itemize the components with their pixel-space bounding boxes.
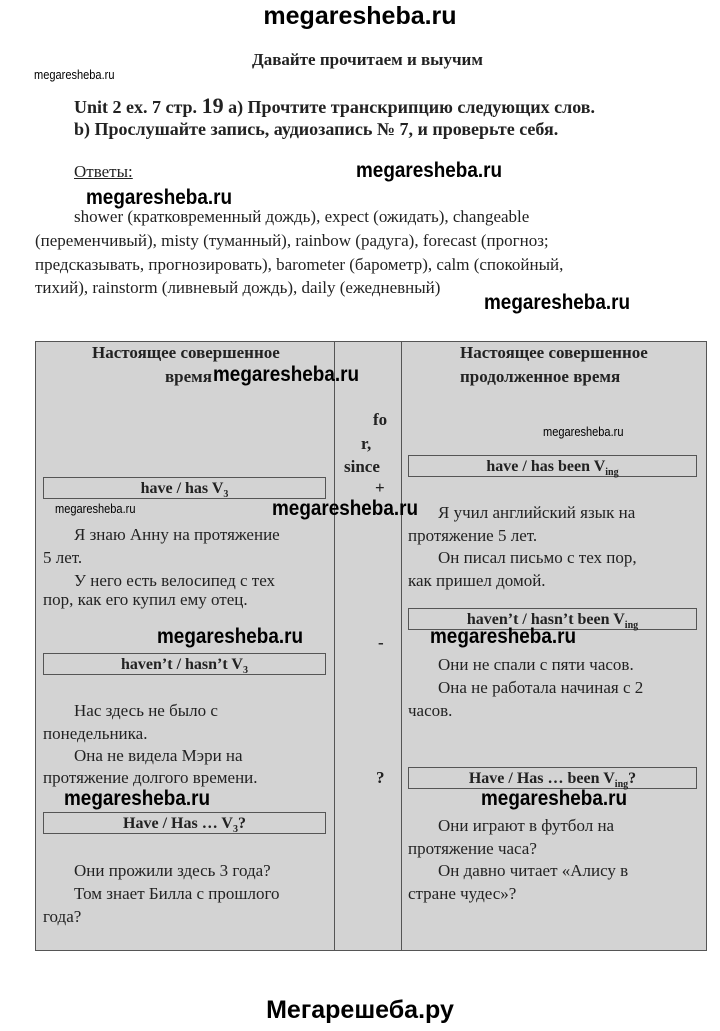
watermark: megaresheba.ru: [481, 787, 628, 810]
example: Они не спали с пяти часов.: [438, 655, 634, 674]
example: Я знаю Анну на протяжение: [74, 525, 280, 544]
right-header: продолженное время: [460, 367, 621, 386]
divider: [401, 341, 402, 951]
example: года?: [43, 907, 82, 926]
right-header: Настоящее совершенное: [460, 343, 648, 362]
example: У него есть велосипед с тех: [74, 571, 276, 590]
watermark: megaresheba.ru: [430, 625, 577, 648]
watermark: megaresheba.ru: [272, 497, 419, 520]
plus-sign: +: [375, 478, 385, 497]
middle-label: since: [344, 457, 380, 476]
watermark: megaresheba.ru: [55, 501, 136, 516]
example: часов.: [408, 701, 453, 720]
watermark: megaresheba.ru: [34, 67, 115, 82]
example: Нас здесь не было с: [74, 701, 218, 720]
task-line-1: [74, 93, 595, 119]
formula-box: haven’t / hasn’t $V_3$: [43, 653, 326, 675]
formula-box: haven’t / hasn’t been $V_{ing}$: [408, 608, 697, 630]
task-line-2: b) Прослушайте запись, аудиозапись № 7, и проверьте себя.: [74, 119, 559, 139]
formula-box: Have / Has … been $V_{ing}$?: [408, 767, 697, 789]
example: Они играют в футбол на: [438, 816, 615, 835]
watermark: megaresheba.ru: [213, 363, 360, 386]
watermark: megaresheba.ru: [484, 291, 631, 314]
example: Она не видела Мэри на: [74, 746, 243, 765]
middle-label: fo: [373, 410, 388, 429]
answer-line: shower (кратковременный дождь), expect (ожидать), changeable: [74, 207, 530, 226]
formula-box: Have / Has … $V_3$?: [43, 812, 326, 834]
example: Я учил английский язык на: [438, 503, 636, 522]
answer-line: предсказывать, прогнозировать), barometer (барометр), calm (спокойный,: [35, 255, 564, 274]
example: Он писал письмо с тех пор,: [438, 548, 637, 567]
example: как пришел домой.: [408, 571, 546, 590]
example: Том знает Билла с прошлого: [74, 884, 280, 903]
watermark: megaresheba.ru: [157, 625, 304, 648]
example: Они прожили здесь 3 года?: [74, 861, 271, 880]
example: понедельника.: [43, 724, 148, 743]
left-header: Настоящее совершенное: [92, 343, 280, 362]
task-prefix: Unit 2 ex. 7 стр.: [74, 97, 198, 117]
heading: Давайте прочитаем и выучим: [252, 50, 483, 69]
example: стране чудес»?: [408, 884, 517, 903]
task-suffix: a) Прочтите транскрипцию следующих слов.: [228, 97, 595, 117]
answer-line: (переменчивый), misty (туманный), rainbow (радуга), forecast (прогноз;: [35, 231, 549, 250]
formula-box: have / has $V_3$: [43, 477, 326, 499]
example: протяжение часа?: [408, 839, 537, 858]
footer: Мегарешеба.ру: [266, 996, 454, 1024]
example: 5 лет.: [43, 548, 83, 567]
watermark: megaresheba.ru: [64, 787, 211, 810]
example: протяжение долгого времени.: [43, 768, 258, 787]
example: пор, как его купил ему отец.: [43, 590, 248, 609]
example: Она не работала начиная с 2: [438, 678, 644, 697]
example: Он давно читает «Алису в: [438, 861, 629, 880]
left-header: время: [165, 367, 212, 386]
answer-line: тихий), rainstorm (ливневый дождь), daily (ежедневный): [35, 278, 441, 297]
minus-sign: -: [378, 633, 384, 652]
watermark: megaresheba.ru: [356, 159, 503, 182]
middle-label: r,: [361, 434, 372, 453]
site-title: megaresheba.ru: [263, 2, 457, 30]
watermark: megaresheba.ru: [86, 186, 233, 209]
divider: [334, 341, 335, 951]
question-sign: ?: [376, 768, 385, 787]
watermark: megaresheba.ru: [543, 424, 624, 439]
task-page: 19: [201, 93, 224, 118]
answers-label: Ответы:: [74, 162, 133, 181]
example: протяжение 5 лет.: [408, 526, 538, 545]
formula-box: have / has been $V_{ing}$: [408, 455, 697, 477]
